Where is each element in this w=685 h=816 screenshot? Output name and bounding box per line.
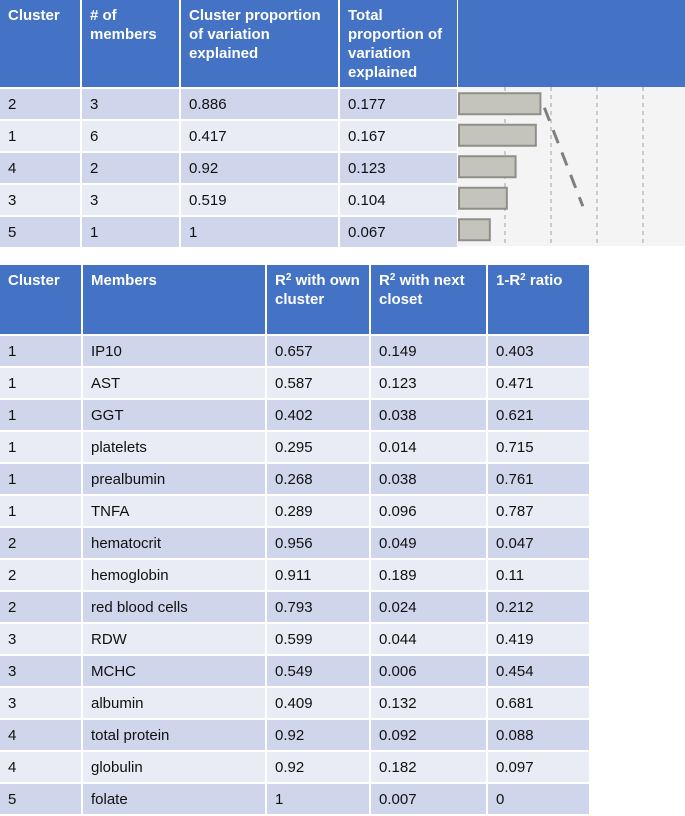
- cell-cluster-proportion: 0.886: [180, 88, 339, 120]
- header-num-members: # of members: [81, 0, 180, 88]
- cell-r2-next: 0.096: [370, 495, 487, 527]
- cell-cluster: 4: [0, 719, 82, 751]
- table-row: [0, 216, 458, 248]
- cell-ratio: 0.787: [487, 495, 590, 527]
- cell-r2-own: 0.92: [266, 751, 370, 783]
- cell-member: hemoglobin: [82, 559, 266, 591]
- table-row: [0, 367, 590, 399]
- table-row: [0, 431, 590, 463]
- cell-r2-own: 1: [266, 783, 370, 815]
- summary-header-row: [0, 0, 458, 88]
- cell-ratio: 0.047: [487, 527, 590, 559]
- table-row: [0, 495, 590, 527]
- cell-member: hematocrit: [82, 527, 266, 559]
- cell-ratio: 0.403: [487, 335, 590, 367]
- cell-member: RDW: [82, 623, 266, 655]
- table-row: [0, 559, 590, 591]
- cell-ratio: 0.454: [487, 655, 590, 687]
- table-row: [0, 719, 590, 751]
- header-cluster-proportion: Cluster proportion of variation explained: [180, 0, 339, 88]
- table-row: [0, 783, 590, 815]
- cell-cluster: 1: [0, 463, 82, 495]
- cell-member: MCHC: [82, 655, 266, 687]
- table-row: [0, 591, 590, 623]
- cell-total-proportion: 0.177: [339, 88, 458, 120]
- cell-r2-next: 0.189: [370, 559, 487, 591]
- cell-num-members: 1: [81, 216, 180, 248]
- cell-r2-next: 0.092: [370, 719, 487, 751]
- cell-r2-next: 0.038: [370, 463, 487, 495]
- bar-cluster-2: [459, 93, 540, 114]
- cell-r2-own: 0.402: [266, 399, 370, 431]
- cell-r2-next: 0.049: [370, 527, 487, 559]
- cell-r2-next: 0.014: [370, 431, 487, 463]
- cell-r2-next: 0.038: [370, 399, 487, 431]
- cell-cluster: 5: [0, 783, 82, 815]
- cell-member: GGT: [82, 399, 266, 431]
- cell-ratio: 0.212: [487, 591, 590, 623]
- cell-member: TNFA: [82, 495, 266, 527]
- cell-r2-next: 0.182: [370, 751, 487, 783]
- table-row: [0, 751, 590, 783]
- cell-r2-own: 0.289: [266, 495, 370, 527]
- table-row: [0, 88, 458, 120]
- cell-total-proportion: 0.167: [339, 120, 458, 152]
- cell-r2-own: 0.956: [266, 527, 370, 559]
- bar-cluster-3: [459, 188, 507, 209]
- cell-cluster: 1: [0, 399, 82, 431]
- cell-num-members: 3: [81, 88, 180, 120]
- table-row: [0, 399, 590, 431]
- cell-cluster: 3: [0, 623, 82, 655]
- cell-cluster: 1: [0, 431, 82, 463]
- cell-r2-own: 0.549: [266, 655, 370, 687]
- chart-plot-area: [458, 87, 685, 246]
- header-one-minus-r2-ratio: $1-R^2$ ratio: [487, 265, 590, 335]
- cell-r2-next: 0.024: [370, 591, 487, 623]
- cell-r2-own: 0.409: [266, 687, 370, 719]
- cell-cluster: 2: [0, 527, 82, 559]
- cell-ratio: 0.419: [487, 623, 590, 655]
- cell-ratio: 0.715: [487, 431, 590, 463]
- table-row: [0, 527, 590, 559]
- cell-cluster: 1: [0, 495, 82, 527]
- cell-cluster-proportion: 0.519: [180, 184, 339, 216]
- cell-num-members: 2: [81, 152, 180, 184]
- cell-ratio: 0.761: [487, 463, 590, 495]
- cell-ratio: 0: [487, 783, 590, 815]
- cell-r2-own: 0.599: [266, 623, 370, 655]
- cell-cluster: 2: [0, 88, 81, 120]
- table-row: [0, 335, 590, 367]
- cell-r2-own: 0.587: [266, 367, 370, 399]
- bar-cluster-1: [459, 125, 536, 146]
- variation-bar-chart: [458, 0, 685, 246]
- header-cluster: Cluster: [0, 265, 82, 335]
- members-header-row: [0, 265, 590, 335]
- cell-cluster-proportion: 1: [180, 216, 339, 248]
- table-row: [0, 687, 590, 719]
- cell-r2-next: 0.044: [370, 623, 487, 655]
- cell-r2-next: 0.006: [370, 655, 487, 687]
- cluster-members-table: [0, 265, 591, 816]
- cell-ratio: 0.471: [487, 367, 590, 399]
- header-r2-own-cluster: $R^2$ with own cluster: [266, 265, 370, 335]
- cell-ratio: 0.621: [487, 399, 590, 431]
- table-row: [0, 120, 458, 152]
- cell-member: IP10: [82, 335, 266, 367]
- cell-num-members: 3: [81, 184, 180, 216]
- cell-cluster: 4: [0, 152, 81, 184]
- cell-ratio: 0.11: [487, 559, 590, 591]
- cell-cluster: 3: [0, 687, 82, 719]
- cell-member: red blood cells: [82, 591, 266, 623]
- cell-cluster: 3: [0, 655, 82, 687]
- header-r2-next-closest: $R^2$ with next closet: [370, 265, 487, 335]
- cell-r2-next: 0.123: [370, 367, 487, 399]
- cell-r2-own: 0.657: [266, 335, 370, 367]
- bar-cluster-5: [459, 219, 490, 240]
- cell-r2-own: 0.793: [266, 591, 370, 623]
- cell-cluster-proportion: 0.92: [180, 152, 339, 184]
- cell-r2-next: 0.132: [370, 687, 487, 719]
- cell-ratio: 0.681: [487, 687, 590, 719]
- cell-total-proportion: 0.104: [339, 184, 458, 216]
- cell-cluster: 1: [0, 367, 82, 399]
- cell-r2-own: 0.268: [266, 463, 370, 495]
- cell-total-proportion: 0.123: [339, 152, 458, 184]
- header-members: Members: [82, 265, 266, 335]
- cell-cluster: 3: [0, 184, 81, 216]
- cell-ratio: 0.097: [487, 751, 590, 783]
- cell-member: platelets: [82, 431, 266, 463]
- cell-cluster: 2: [0, 591, 82, 623]
- cell-member: total protein: [82, 719, 266, 751]
- cell-member: albumin: [82, 687, 266, 719]
- cell-ratio: 0.088: [487, 719, 590, 751]
- cell-r2-own: 0.911: [266, 559, 370, 591]
- cell-cluster: 1: [0, 120, 81, 152]
- cell-total-proportion: 0.067: [339, 216, 458, 248]
- cell-cluster-proportion: 0.417: [180, 120, 339, 152]
- cell-r2-next: 0.007: [370, 783, 487, 815]
- cluster-summary-table: [0, 0, 459, 249]
- chart-header-band: [458, 0, 685, 87]
- cell-r2-own: 0.295: [266, 431, 370, 463]
- cell-member: globulin: [82, 751, 266, 783]
- cell-r2-next: 0.149: [370, 335, 487, 367]
- cell-r2-own: 0.92: [266, 719, 370, 751]
- cell-member: prealbumin: [82, 463, 266, 495]
- cell-member: AST: [82, 367, 266, 399]
- bar-cluster-4: [459, 156, 516, 177]
- cell-num-members: 6: [81, 120, 180, 152]
- cell-member: folate: [82, 783, 266, 815]
- table-row: [0, 184, 458, 216]
- header-total-proportion: Total proportion of variation explained: [339, 0, 458, 88]
- cell-cluster: 4: [0, 751, 82, 783]
- table-row: [0, 623, 590, 655]
- cell-cluster: 2: [0, 559, 82, 591]
- cell-cluster: 1: [0, 335, 82, 367]
- cell-cluster: 5: [0, 216, 81, 248]
- header-cluster: Cluster: [0, 0, 81, 88]
- table-row: [0, 655, 590, 687]
- table-row: [0, 463, 590, 495]
- table-row: [0, 152, 458, 184]
